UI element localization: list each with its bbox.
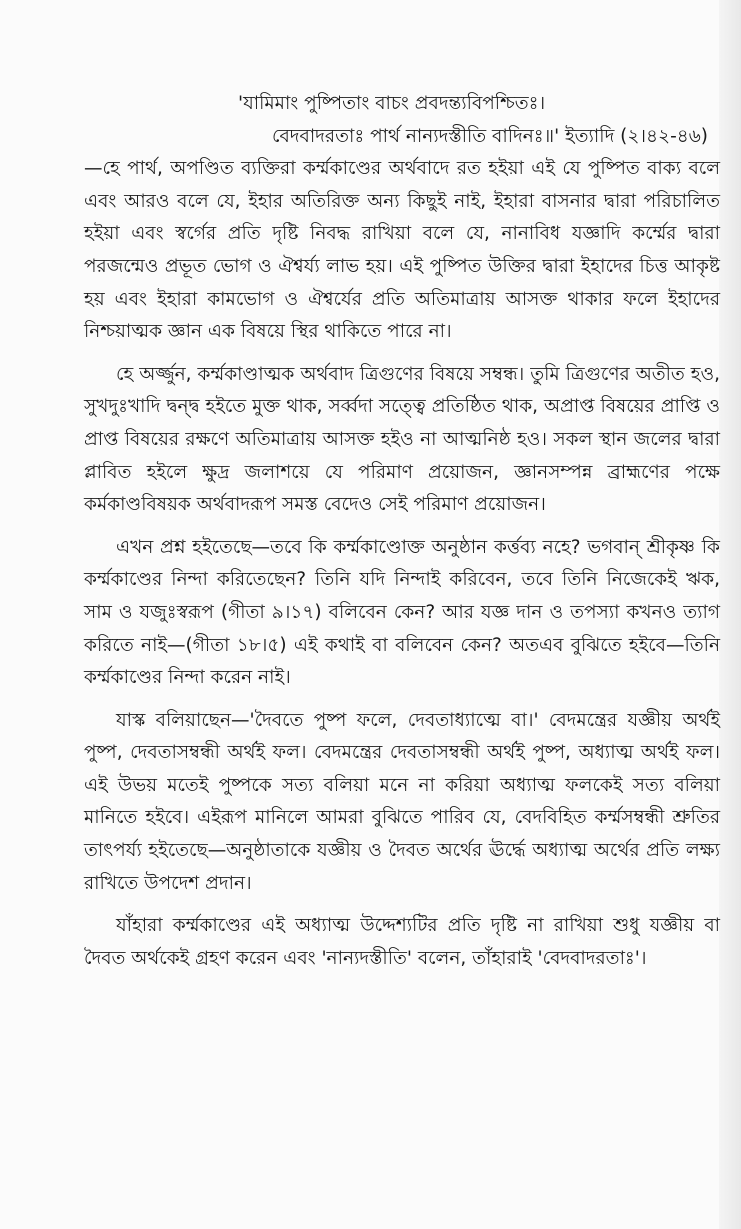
paragraph-3: এখন প্রশ্ন হইতেছে—তবে কি কর্ম্মকাণ্ডোক্ত অনুষ্ঠান কর্ত্তব্য নহে? ভগবান্ শ্রীকৃষ্ণ কি কর্ম্মকাণ্ডের নিন্দা করিতেছেন? তিনি যদি নিন্দাই করিবেন, তবে তিনি নিজেকেই ঋক, সাম ও যজুঃস্বরূপ (গীতা ৯।১৭) বলিবেন কেন? আর যজ্ঞ দান ও তপস্যা কখনও ত্যাগ করিতে নাই—(গীতা ১৮।৫) এই কথাই বা বলিবেন কেন? অতএব বুঝিতে হইবে—তিনি কর্ম্মকাণ্ডের নিন্দা করেন নাই। bbox=[84, 536, 720, 689]
verse-line-1: 'যামিমাং পুষ্পিতাং বাচং প্রবদন্ত্যবিপশ্চিতঃ। bbox=[238, 93, 546, 114]
paragraph-5: যাঁহারা কর্ম্মকাণ্ডের এই অধ্যাত্ম উদ্দেশ্যটির প্রতি দৃষ্টি না রাখিয়া শুধু যজ্ঞীয় বা দৈবত অর্থকেই গ্রহণ করেন এবং 'নান্যদস্তীতি' বলেন, তাঁহারাই 'বেদবাদরতাঃ'। bbox=[84, 915, 720, 969]
paragraph-4: যাস্ক বলিয়াছেন—'দৈবতে পুষ্প ফলে, দেবতাধ্যাত্মে বা।' বেদমন্ত্রের যজ্ঞীয় অর্থই পুষ্প, দেবতাসম্বন্ধী অর্থই ফল। বেদমন্ত্রের দেবতাসম্বন্ধী অর্থই পুষ্প, অধ্যাত্ম অর্থই ফল। এই উভয় মতেই পুষ্পকে সত্য বলিয়া মনে না করিয়া অধ্যাত্ম ফলকেই সত্য বলিয়া মানিতে হইবে। এইরূপ মানিলে আমরা বুঝিতে পারিব যে, বেদবিহিত কর্ম্মসম্বন্ধী শ্রুতির তাৎপর্য্য হইতেছে—অনুষ্ঠাতাকে যজ্ঞীয় ও দৈবত অর্থের ঊর্দ্ধে অধ্যাত্ম অর্থের প্রতি লক্ষ্য রাখিতে উপদেশ প্রদান। bbox=[84, 709, 720, 894]
paragraph-2: হে অর্জ্জুন, কর্ম্মকাণ্ডাত্মক অর্থবাদ ত্রিগুণের বিষয়ে সম্বন্ধ। তুমি ত্রিগুণের অতীত হও, সুখদুঃখাদি দ্বন্দ্ব হইতে মুক্ত থাক, সর্ব্বদা সত্ত্বে প্রতিষ্ঠিত থাক, অপ্রাপ্ত বিষয়ের প্রাপ্তি ও প্রাপ্ত বিষয়ের রক্ষণে অতিমাত্রায় আসক্ত হইও না আত্মনিষ্ঠ হও। সকল স্থান জলের দ্বারা প্লাবিত হইলে ক্ষুদ্র জলাশয়ে যে পরিমাণ প্রয়োজন, জ্ঞানসম্পন্ন ব্রাহ্মণের পক্ষে কর্মকাণ্ডবিষয়ক অর্থবাদরূপ সমস্ত বেদেও সেই পরিমাণ প্রয়োজন। bbox=[84, 363, 720, 516]
page-text bbox=[84, 88, 720, 975]
paragraph-1: —হে পার্থ, অপণ্ডিত ব্যক্তিরা কর্ম্মকাণ্ডের অর্থবাদে রত হইয়া এই যে পুষ্পিত বাক্য বলে এবং আরও বলে যে, ইহার অতিরিক্ত অন্য কিছুই নাই, ইহারা বাসনার দ্বারা পরিচালিত হইয়া এবং স্বর্গের প্রতি দৃষ্টি নিবদ্ধ রাখিয়া বলে যে, নানাবিধ যজ্ঞাদি কর্ম্মের দ্বারা পরজন্মেও প্রভূত ভোগ ও ঐশ্বর্য্য লাভ হয়। এই পুষ্পিত উক্তির দ্বারা ইহাদের চিত্ত আকৃষ্ট হয় এবং ইহারা কামভোগ ও ঐশ্বর্যের প্রতি অতিমাত্রায় আসক্ত থাকার ফলে ইহাদের নিশ্চয়াত্মক জ্ঞান এক বিষয়ে স্থির থাকিতে পারে না। bbox=[84, 158, 720, 343]
page-edge bbox=[719, 0, 741, 1229]
verse-line-2: বেদবাদরতাঃ পার্থ নান্যদস্তীতি বাদিনঃ॥' ইত্যাদি (২।৪২-৪৬) bbox=[272, 125, 708, 147]
